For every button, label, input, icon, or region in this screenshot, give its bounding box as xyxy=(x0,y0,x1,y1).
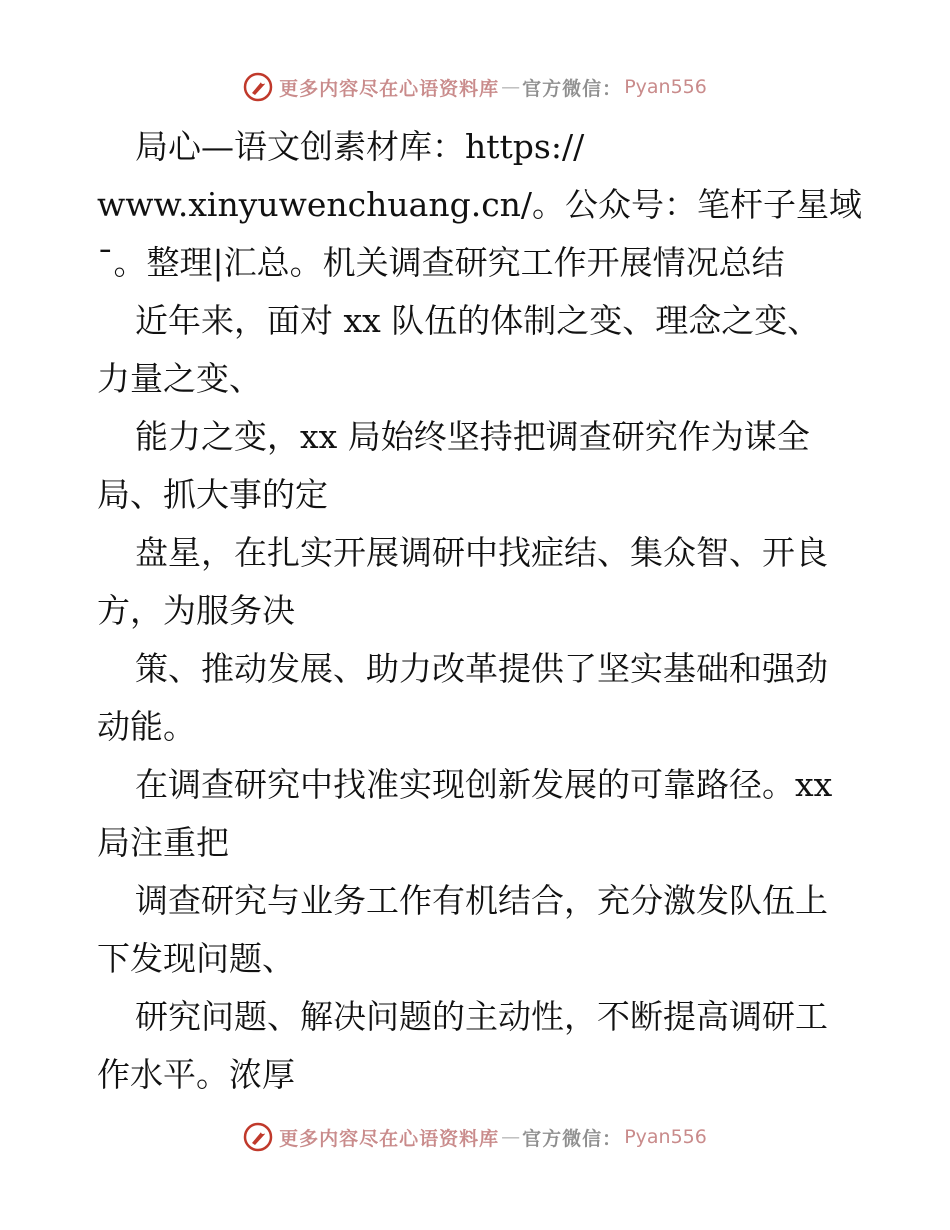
pen-nib-circle-icon xyxy=(243,1122,273,1152)
text-line: 研究问题、解决问题的主动性，不断提高调研工 xyxy=(135,997,828,1036)
text-line: ¯。整理|汇总。机关调查研究工作开展情况总结 xyxy=(97,243,785,282)
text-line: 方，为服务决 xyxy=(97,591,295,630)
banner-text: 更多内容尽在心语资料库 xyxy=(279,1127,500,1150)
banner-dash: — xyxy=(501,1126,521,1148)
banner-wechat-label: 官方微信： xyxy=(522,77,623,100)
header-banner xyxy=(0,72,950,102)
text-line: 力量之变、 xyxy=(97,359,262,398)
banner-dash: — xyxy=(501,76,521,98)
pen-nib-circle-icon xyxy=(243,72,273,102)
banner-wechat-id: Pyan556 xyxy=(624,1126,707,1148)
banner-wechat-label: 官方微信： xyxy=(522,1127,623,1150)
text-line: 调查研究与业务工作有机结合，充分激发队伍上 xyxy=(135,881,828,920)
text-line: 近年来，面对 xx 队伍的体制之变、理念之变、 xyxy=(135,301,821,340)
text-line: 能力之变，xx 局始终坚持把调查研究作为谋全 xyxy=(135,417,810,456)
text-line: 动能。 xyxy=(97,707,196,746)
text-line: 局心—语文创素材库：https:// xyxy=(135,127,585,166)
text-line: 策、推动发展、助力改革提供了坚实基础和强劲 xyxy=(135,649,828,688)
banner-wechat-id: Pyan556 xyxy=(624,76,707,98)
document-body xyxy=(97,118,863,1104)
text-line: 在调查研究中找准实现创新发展的可靠路径。xx xyxy=(135,765,833,804)
text-line: 下发现问题、 xyxy=(97,939,295,978)
text-line: 局注重把 xyxy=(97,823,229,862)
text-line: 盘星，在扎实开展调研中找症结、集众智、开良 xyxy=(135,533,828,572)
text-line: 作水平。浓厚 xyxy=(97,1055,295,1094)
footer-banner xyxy=(0,1122,950,1152)
text-line: www.xinyuwenchuang.cn/。公众号：笔杆子星域 xyxy=(97,185,863,224)
banner-text: 更多内容尽在心语资料库 xyxy=(279,77,500,100)
text-line: 局、抓大事的定 xyxy=(97,475,328,514)
